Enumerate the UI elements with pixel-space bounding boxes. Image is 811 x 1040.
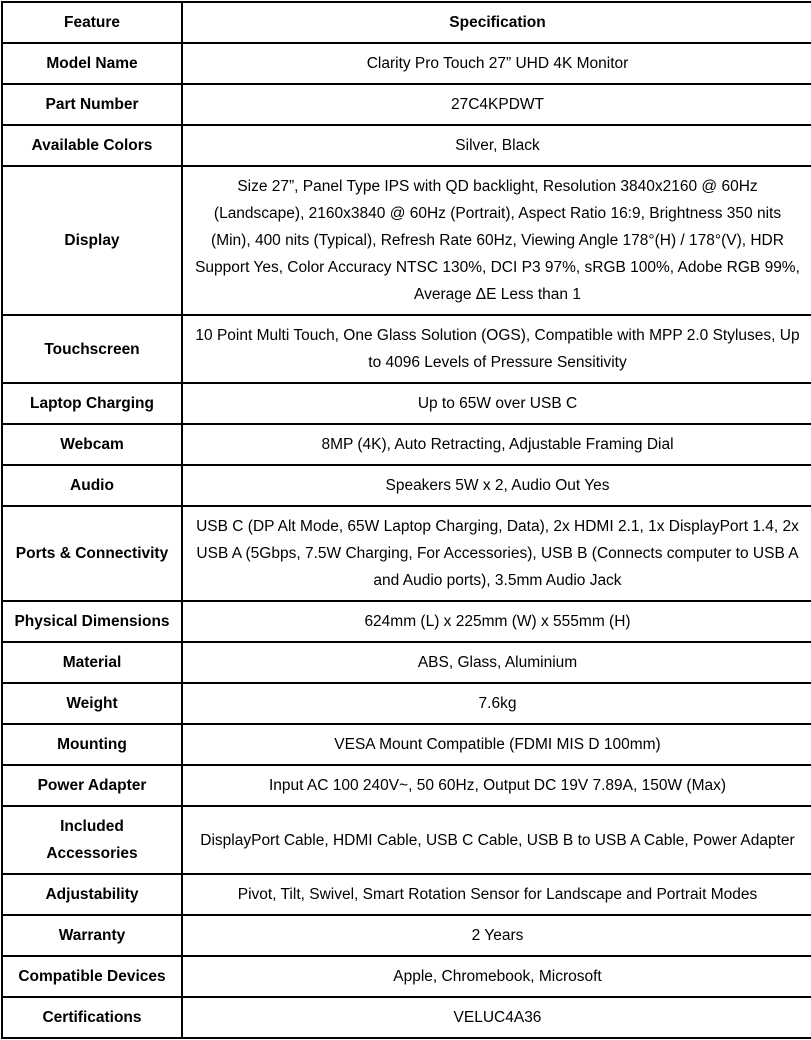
feature-cell: Mounting [2,724,182,765]
specification-cell: VELUC4A36 [182,997,811,1038]
table-row [2,915,811,956]
table-row [2,874,811,915]
specification-cell: Silver, Black [182,125,811,166]
specification-cell: Up to 65W over USB C [182,383,811,424]
feature-cell: Power Adapter [2,765,182,806]
table-row [2,601,811,642]
feature-cell: Warranty [2,915,182,956]
specification-cell: 10 Point Multi Touch, One Glass Solution (OGS), Compatible with MPP 2.0 Styluses, Up to 4096 Levels of Pressure Sensitivity [182,315,811,383]
specification-cell: 7.6kg [182,683,811,724]
specification-column-header: Specification [182,2,811,43]
feature-column-header: Feature [2,2,182,43]
table-row [2,424,811,465]
table-row [2,956,811,997]
feature-cell: Webcam [2,424,182,465]
table-row [2,383,811,424]
specification-cell: Speakers 5W x 2, Audio Out Yes [182,465,811,506]
table-row [2,724,811,765]
specification-cell: 8MP (4K), Auto Retracting, Adjustable Framing Dial [182,424,811,465]
table-row [2,315,811,383]
feature-cell: Model Name [2,43,182,84]
feature-cell: Display [2,166,182,315]
feature-cell: Laptop Charging [2,383,182,424]
specification-cell: DisplayPort Cable, HDMI Cable, USB C Cable, USB B to USB A Cable, Power Adapter [182,806,811,874]
specification-cell: Pivot, Tilt, Swivel, Smart Rotation Sensor for Landscape and Portrait Modes [182,874,811,915]
table-row [2,125,811,166]
feature-cell: Weight [2,683,182,724]
spec-table [1,1,811,1039]
feature-cell: Ports & Connectivity [2,506,182,601]
table-row [2,765,811,806]
feature-cell: Audio [2,465,182,506]
specification-cell: ABS, Glass, Aluminium [182,642,811,683]
specification-cell: 27C4KPDWT [182,84,811,125]
table-row [2,43,811,84]
feature-cell: Physical Dimensions [2,601,182,642]
specification-cell: Size 27”, Panel Type IPS with QD backlight, Resolution 3840x2160 @ 60Hz (Landscape), 2160x3840 @ 60Hz (Portrait), Aspect Ratio 16:9, Brightness 350 nits (Min), 400 nits (Typical), Refresh Rate 60Hz, Viewing Angle 178°(H) / 178°(V), HDR Support Yes, Color Accuracy NTSC 130%, DCI P3 97%, sRGB 100%, Adobe RGB 99%, Average ΔE Less than 1 [182,166,811,315]
specification-cell: 624mm (L) x 225mm (W) x 555mm (H) [182,601,811,642]
feature-cell: Adjustability [2,874,182,915]
table-row [2,642,811,683]
table-row [2,465,811,506]
specification-cell: Clarity Pro Touch 27” UHD 4K Monitor [182,43,811,84]
specification-cell: Input AC 100 240V~, 50 60Hz, Output DC 19V 7.89A, 150W (Max) [182,765,811,806]
feature-cell: Part Number [2,84,182,125]
specification-cell: USB C (DP Alt Mode, 65W Laptop Charging, Data), 2x HDMI 2.1, 1x DisplayPort 1.4, 2x USB A (5Gbps, 7.5W Charging, For Accessories), USB B (Connects computer to USB A and Audio ports), 3.5mm Audio Jack [182,506,811,601]
table-row [2,506,811,601]
feature-cell: Available Colors [2,125,182,166]
feature-cell: Compatible Devices [2,956,182,997]
specification-cell: VESA Mount Compatible (FDMI MIS D 100mm) [182,724,811,765]
feature-cell: Certifications [2,997,182,1038]
table-row [2,997,811,1038]
table-row [2,806,811,874]
table-row [2,84,811,125]
table-row [2,166,811,315]
feature-cell: Material [2,642,182,683]
table-row [2,683,811,724]
feature-cell: Touchscreen [2,315,182,383]
spec-table-body [2,43,811,1038]
specification-cell: 2 Years [182,915,811,956]
header-row [2,2,811,43]
specification-cell: Apple, Chromebook, Microsoft [182,956,811,997]
feature-cell: Included Accessories [2,806,182,874]
spec-table-header [2,2,811,43]
